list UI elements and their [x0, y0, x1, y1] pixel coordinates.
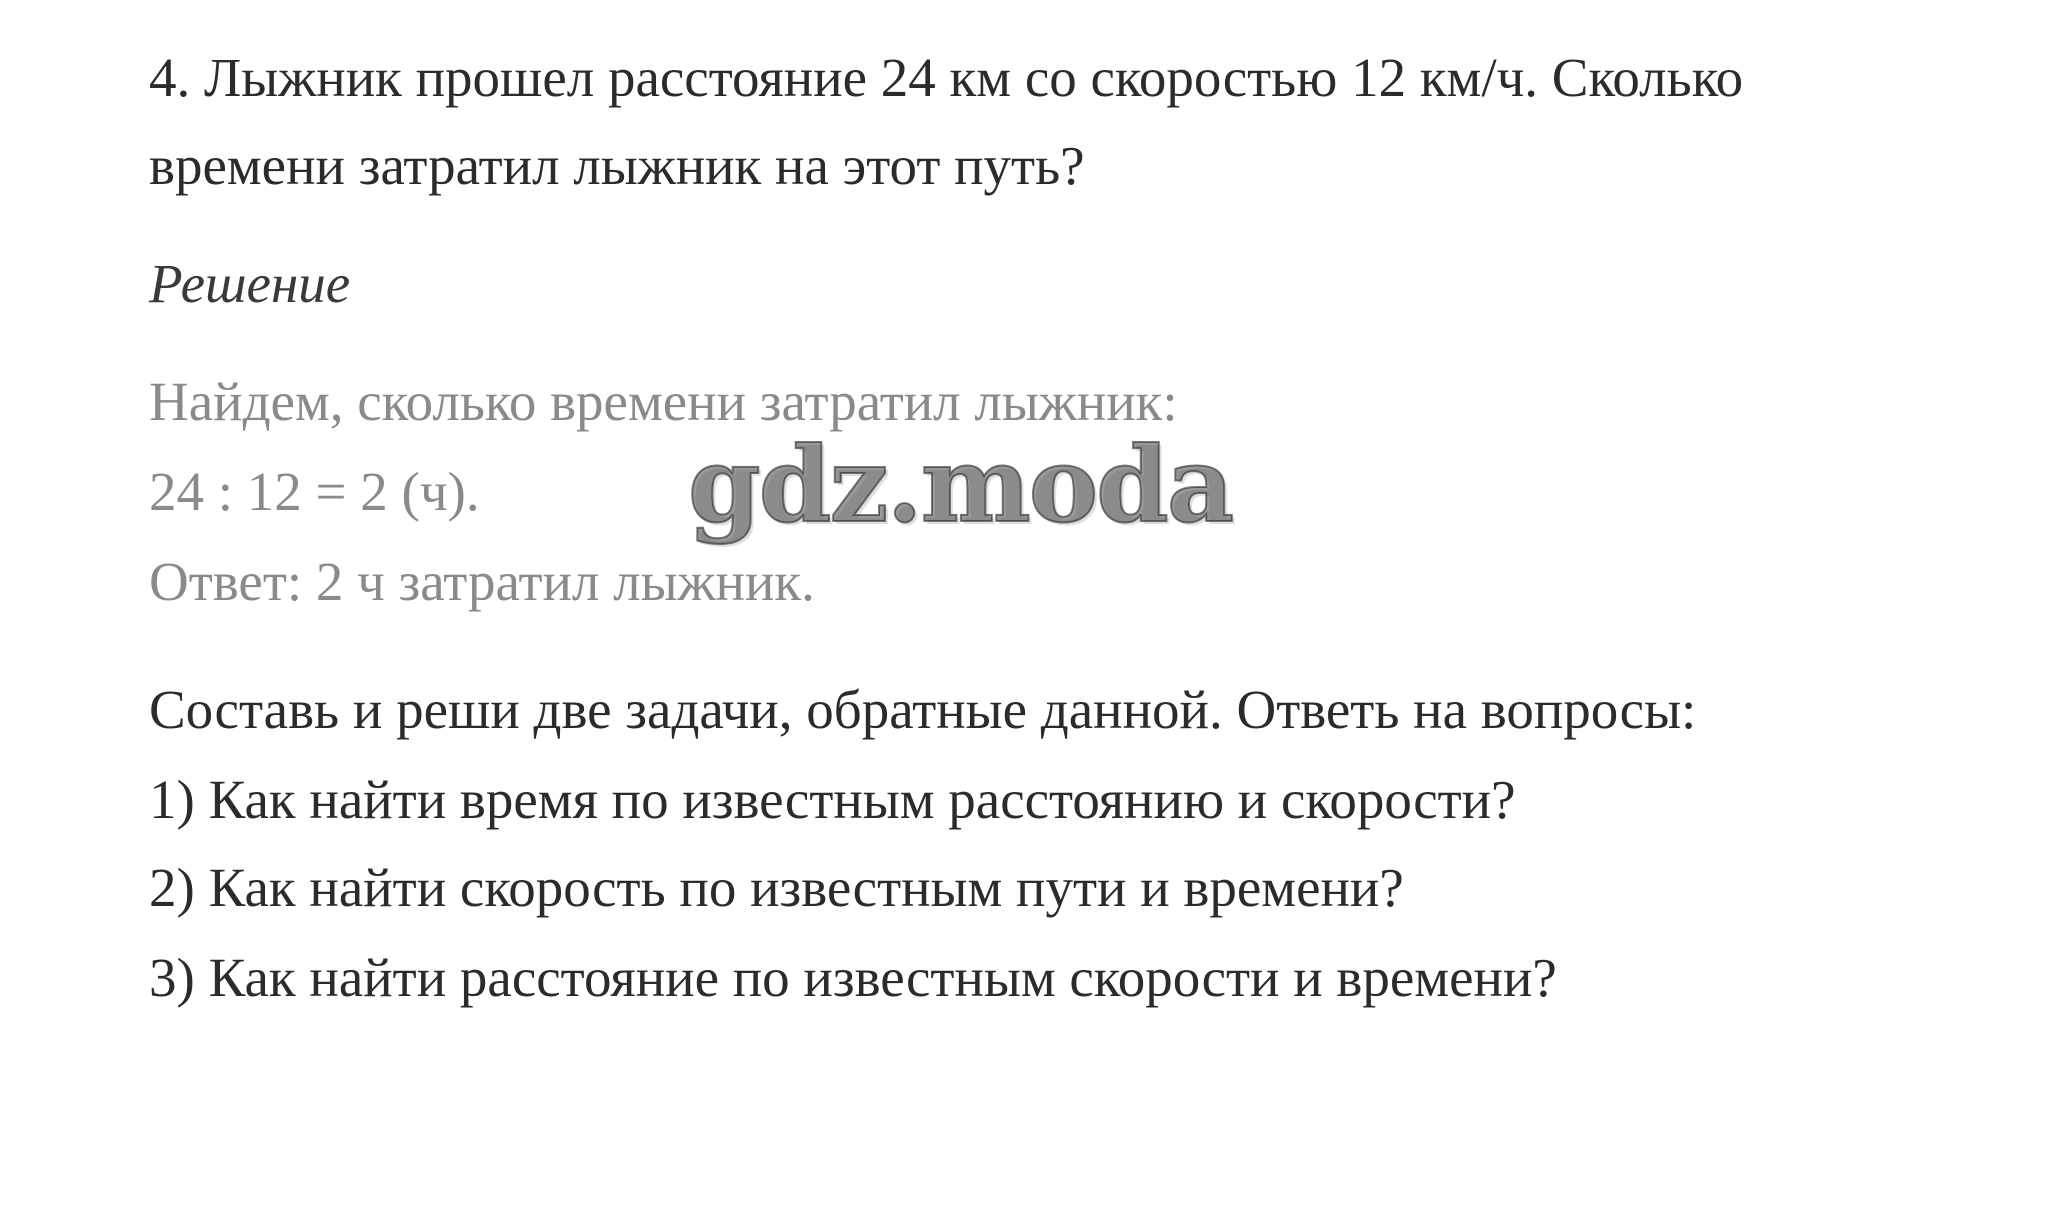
solution-line-1: Найдем, сколько времени затратил лыжник:	[149, 371, 1178, 432]
watermark-logo: gdz.moda	[688, 423, 1233, 546]
problem-text-line-1: 4. Лыжник прошел расстояние 24 км со скоростью 12 км/ч. Сколько	[149, 47, 1744, 108]
task-intro: Составь и реши две задачи, обратные данной. Ответь на вопросы:	[149, 679, 1697, 740]
task-question-2: 2) Как найти скорость по известным пути и времени?	[149, 857, 1404, 918]
task-question-3: 3) Как найти расстояние по известным скорости и времени?	[149, 947, 1557, 1008]
solution-calculation: 24 : 12 = 2 (ч).	[149, 461, 480, 522]
problem-text-line-2: времени затратил лыжник на этот путь?	[149, 135, 1085, 196]
task-question-1: 1) Как найти время по известным расстоянию и скорости?	[149, 769, 1516, 830]
solution-answer: Ответ: 2 ч затратил лыжник.	[149, 551, 815, 612]
solution-heading: Решение	[149, 253, 351, 314]
